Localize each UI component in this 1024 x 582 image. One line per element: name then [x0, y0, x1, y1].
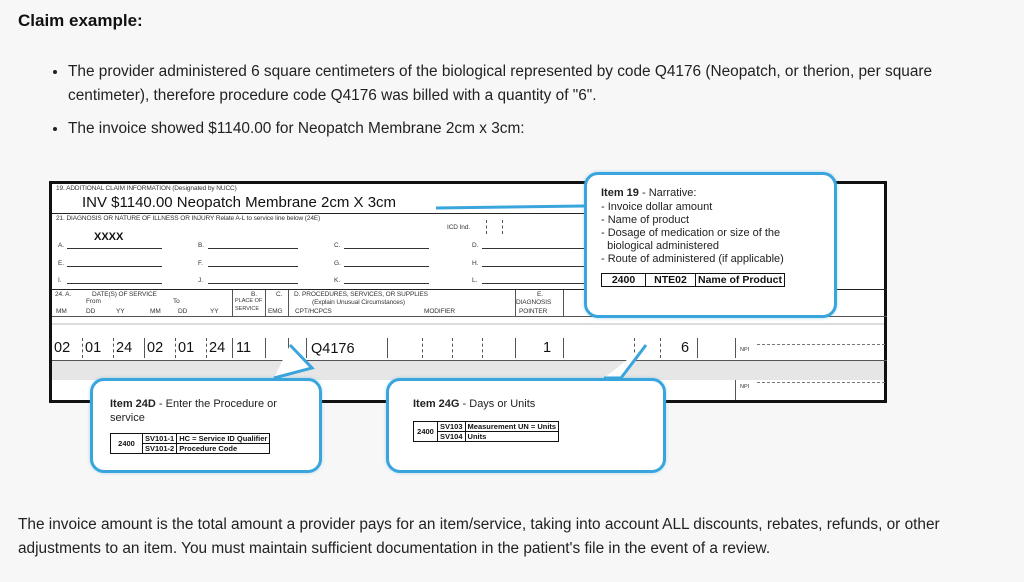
- connector-24g: [604, 345, 646, 378]
- seg-description: Measurement UN = Units: [465, 422, 559, 432]
- bullet-list: [50, 60, 1005, 150]
- col24e-text: POINTER: [519, 308, 548, 315]
- seg-description: HC = Service ID Qualifier: [177, 434, 270, 444]
- seg-element: SV104: [438, 432, 466, 442]
- diag-letter: B.: [198, 242, 204, 249]
- npi-label: NPI: [740, 347, 750, 353]
- col24d-sub3: MODIFIER: [424, 308, 455, 315]
- col24a-sub: DD: [86, 308, 96, 315]
- col24a-sub: MM: [56, 308, 67, 315]
- box21-label: 21. DIAGNOSIS OR NATURE OF ILLNESS OR INJURY Relate A-L to service line below (24E): [56, 215, 321, 222]
- col24a-sub: DD: [178, 308, 188, 315]
- svc-date: 02: [147, 340, 164, 356]
- diag-letter: J.: [198, 277, 203, 284]
- diag-letter: C.: [334, 242, 341, 249]
- box19-value: INV $1140.00 Neopatch Membrane 2cm X 3cm: [82, 194, 397, 211]
- svc-date: 01: [178, 340, 195, 356]
- callout19-item: - Route of administered (if applicable): [601, 253, 784, 265]
- col24a-sub: YY: [210, 308, 219, 315]
- col24a-title: DATE(S) OF SERVICE: [92, 291, 157, 298]
- connector-19: [436, 206, 584, 208]
- diag-letter: H.: [472, 260, 479, 267]
- seg-loop: 2400: [414, 422, 438, 442]
- box19-label: 19. ADDITIONAL CLAIM INFORMATION (Designated by NUCC): [56, 185, 237, 192]
- callout24d-title: Item 24D - Enter the Procedure or: [110, 398, 277, 410]
- seg-element: SV103: [438, 422, 466, 432]
- callout-item19: [584, 172, 837, 318]
- callout24g-title: Item 24G - Days or Units: [413, 398, 536, 410]
- diag-letter: I.: [58, 277, 62, 284]
- col24a-from: From: [86, 298, 101, 305]
- npi-label: NPI: [740, 384, 750, 390]
- callout19-segment-table: [601, 273, 785, 287]
- diag-letter: L.: [472, 277, 478, 284]
- col24c-text: EMG: [268, 308, 283, 315]
- callout-item24g: [386, 378, 666, 473]
- seg-element: SV101-2: [143, 444, 177, 454]
- col24c-label: C.: [276, 291, 283, 298]
- col24a-to: To: [173, 298, 180, 305]
- svc-date: 24: [209, 340, 226, 356]
- col24b-text: PLACE OF: [235, 298, 263, 304]
- seg-description: Name of Product: [696, 274, 785, 287]
- page-heading: Claim example:: [18, 11, 143, 30]
- callout19-item: - Dosage of medication or size of the: [601, 227, 781, 239]
- callout24d-segment-table: [110, 433, 270, 454]
- svc-units: 6: [681, 340, 690, 356]
- seg-element: SV101-1: [143, 434, 177, 444]
- callout19-item: - Invoice dollar amount: [601, 201, 713, 213]
- bullet-item: • The invoice showed $1140.00 for Neopatch Membrane 2cm x 3cm:: [68, 117, 1005, 141]
- diag-letter: F.: [198, 260, 203, 267]
- col24e-text: DIAGNOSIS: [516, 299, 552, 306]
- svc-date: 24: [116, 340, 133, 356]
- col24b-text: SERVICE: [235, 306, 260, 312]
- callout24d-title-line2: service: [110, 412, 145, 424]
- icd-ind-label: ICD Ind.: [447, 224, 471, 231]
- diag-letter: G.: [334, 260, 341, 267]
- callout19-item: - Name of product: [601, 214, 690, 226]
- col24d-sub1: (Explain Unusual Circumstances): [312, 299, 405, 306]
- col24a-label: 24. A.: [55, 291, 72, 298]
- diag-letter: E.: [58, 260, 64, 267]
- col24b-label: B.: [251, 291, 257, 298]
- col24e-label: E.: [537, 291, 543, 298]
- svc-place: 11: [236, 340, 252, 356]
- callout19-title: Item 19 - Narrative:: [601, 187, 697, 199]
- svc-date: 01: [85, 340, 102, 356]
- col24d-label: D. PROCEDURES, SERVICES, OR SUPPLIES: [294, 291, 428, 298]
- seg-element: NTE02: [646, 274, 696, 287]
- seg-loop: 2400: [602, 274, 646, 287]
- diag-letter: D.: [472, 242, 479, 249]
- callout19-item: biological administered: [601, 240, 720, 252]
- claim-form-figure: [44, 168, 892, 473]
- col24a-sub: YY: [116, 308, 125, 315]
- callout24g-segment-table: [413, 421, 559, 442]
- diag-letter: A.: [58, 242, 64, 249]
- svc-code: Q4176: [311, 341, 355, 357]
- bullet-item: • The provider administered 6 square centimeters of the biological represented by code Q4176 (Neopatch, or therion, per square centimeter), therefore procedure code Q4176 was billed with a quantity of "6".: [68, 60, 1005, 108]
- svc-date: 02: [54, 340, 71, 356]
- connector-24d: [274, 345, 312, 378]
- col24a-sub: MM: [150, 308, 161, 315]
- closing-paragraph: The invoice amount is the total amount a provider pays for an item/service, taking into account ALL discounts, rebates, refunds, or other adjustments to an item. You must maintain sufficient documentation in the patient's file in the event of a review.: [18, 516, 940, 557]
- diag-letter: K.: [334, 277, 340, 284]
- seg-loop: 2400: [111, 434, 143, 454]
- diag-a-value: XXXX: [94, 231, 124, 243]
- svc-pointer: 1: [543, 340, 552, 356]
- seg-description: Units: [465, 432, 559, 442]
- seg-description: Procedure Code: [177, 444, 270, 454]
- callout-item24d: [90, 378, 322, 473]
- col24d-sub2: CPT/HCPCS: [295, 308, 332, 315]
